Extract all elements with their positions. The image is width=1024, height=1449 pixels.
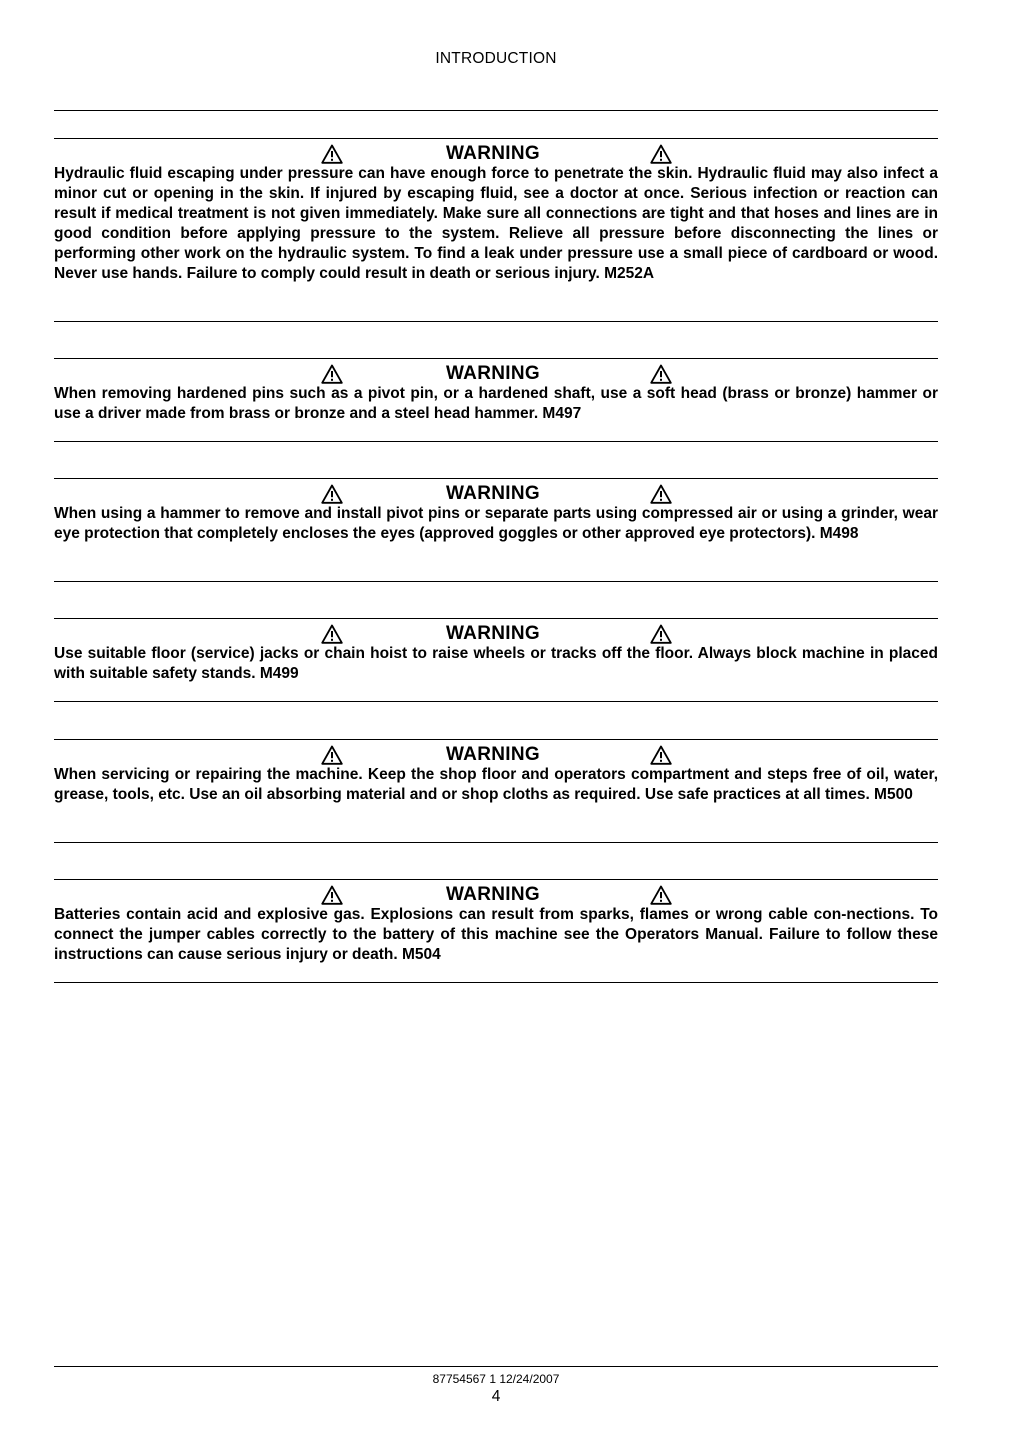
warning-triangle-icon — [650, 885, 672, 905]
warning-top-rule — [54, 358, 938, 359]
warning-top-rule — [54, 739, 938, 740]
warning-title — [54, 624, 938, 644]
warning-triangle-icon — [650, 484, 672, 504]
warning-triangle-icon — [650, 364, 672, 384]
header-divider — [54, 110, 938, 111]
warning-block-m499 — [54, 618, 938, 684]
warning-title — [54, 364, 938, 384]
warning-text: Use suitable floor (service) jacks or chain hoist to raise wheels or tracks off the floor. Always block machine in placed with suitable safety stands. M499 — [54, 645, 938, 682]
warning-title — [54, 484, 938, 504]
page-header: INTRODUCTION — [435, 50, 557, 67]
warning-triangle-icon — [321, 745, 343, 765]
warning-triangle-icon — [321, 144, 343, 164]
warning-bottom-rule — [54, 842, 938, 843]
warning-top-rule — [54, 618, 938, 619]
warning-bottom-rule — [54, 701, 938, 702]
warning-triangle-icon — [321, 364, 343, 384]
warning-label: WARNING — [446, 884, 540, 905]
warning-bottom-rule — [54, 321, 938, 322]
warning-text: When servicing or repairing the machine. Keep the shop floor and operators compartment and steps free of oil, water, grease, tools, etc. Use an oil absorbing material and or shop cloths as required. Use safe practices at all times. M500 — [54, 766, 938, 803]
warning-top-rule — [54, 478, 938, 479]
warning-triangle-icon — [650, 624, 672, 644]
warning-text: Batteries contain acid and explosive gas. Explosions can result from sparks, flames or wrong cable con-nections. To connect the jumper cables correctly to the battery of this machine see the Operators Manual. Failure to follow these instructions can cause serious injury or death. M504 — [54, 906, 938, 963]
warning-text: Hydraulic fluid escaping under pressure can have enough force to penetrate the skin. Hydraulic fluid may also infect a minor cut or opening in the skin. If injured by escaping fluid, see a doctor at once. Serious infection or reaction can result if medical treatment is not given immediately. Make sure all connections are tight and that hoses and lines are in good condition before applying pressure to the system. Relieve all pressure before disconnecting the lines or performing other work on the hydraulic system. To find a leak under pressure use a small piece of cardboard or wood. Never use hands. Failure to comply could result in death or serious injury. M252A — [54, 165, 938, 282]
warning-block-m500 — [54, 739, 938, 805]
warning-title — [54, 745, 938, 765]
warning-bottom-rule — [54, 982, 938, 983]
warning-block-m498 — [54, 478, 938, 544]
warning-triangle-icon — [321, 624, 343, 644]
warning-bottom-rule — [54, 441, 938, 442]
warning-top-rule — [54, 138, 938, 139]
warning-title — [54, 144, 938, 164]
warning-title — [54, 885, 938, 905]
warning-text: When removing hardened pins such as a pivot pin, or a hardened shaft, use a soft head (brass or bronze) hammer or use a driver made from brass or bronze and a steel head hammer. M497 — [54, 385, 938, 422]
page-number: 4 — [491, 1388, 501, 1405]
warning-triangle-icon — [321, 885, 343, 905]
warning-block-m497 — [54, 358, 938, 424]
footer-document-number: 87754567 1 12/24/2007 — [432, 1372, 560, 1386]
warning-text: When using a hammer to remove and install pivot pins or separate parts using compressed air or using a grinder, wear eye protection that completely encloses the eyes (approved goggles or other approved eye protectors). M498 — [54, 505, 938, 542]
warning-block-m504 — [54, 879, 938, 965]
warning-label: WARNING — [446, 744, 540, 765]
warning-triangle-icon — [650, 144, 672, 164]
warning-triangle-icon — [650, 745, 672, 765]
warning-label: WARNING — [446, 623, 540, 644]
warning-top-rule — [54, 879, 938, 880]
warning-block-m252a — [54, 138, 938, 284]
warning-bottom-rule — [54, 581, 938, 582]
warning-label: WARNING — [446, 363, 540, 384]
footer-divider — [54, 1366, 938, 1367]
warning-triangle-icon — [321, 484, 343, 504]
warning-label: WARNING — [446, 143, 540, 164]
warning-label: WARNING — [446, 483, 540, 504]
